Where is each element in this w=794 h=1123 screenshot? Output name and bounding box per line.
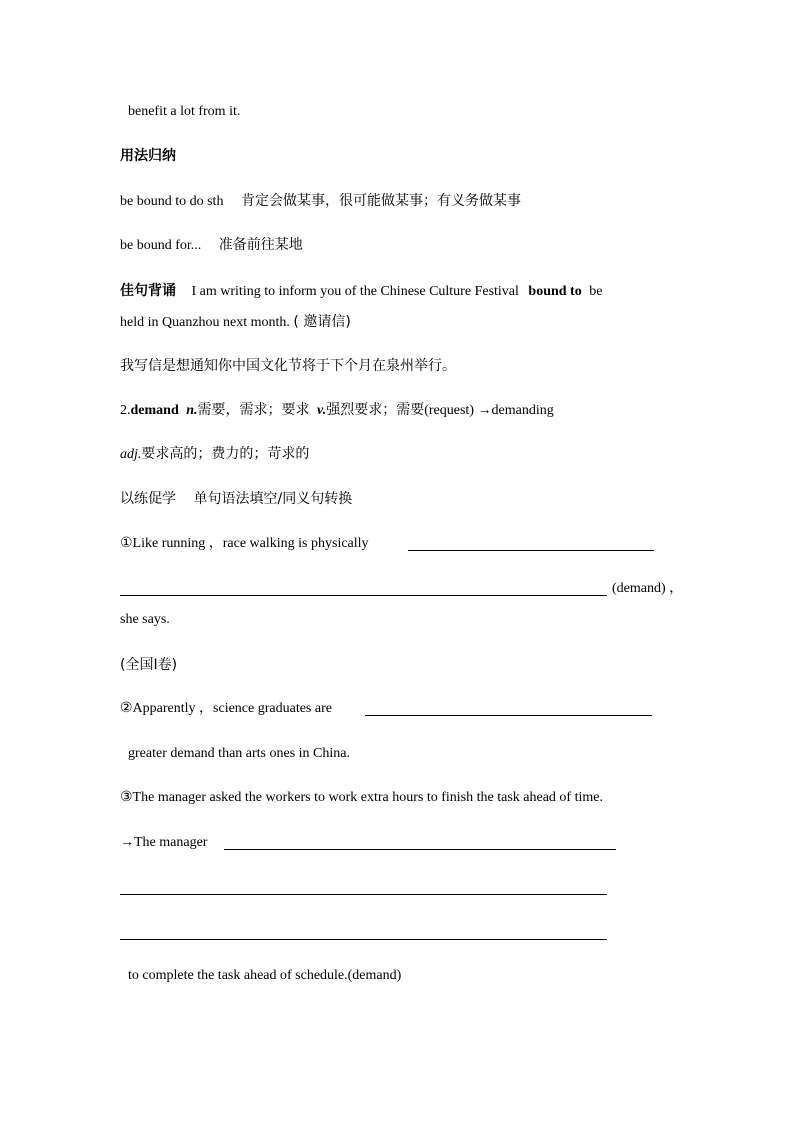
model-sentence-label: 佳句背诵 — [120, 283, 176, 299]
practice-task: 单句语法填空/同义句转换 — [193, 491, 353, 507]
part-of-speech: v. — [317, 403, 327, 418]
question-1-hint: (demand) ， — [612, 581, 684, 596]
answer-blank[interactable] — [120, 939, 607, 940]
derived-word: demanding — [491, 403, 554, 418]
model-sentence-text: I am writing to inform you of the Chinese Culture Festival — [191, 284, 519, 299]
question-2-line-1 — [120, 699, 332, 719]
answer-blank[interactable] — [224, 849, 616, 850]
answer-blank[interactable] — [120, 595, 607, 596]
question-3-line-1: ③The manager asked the workers to work extra hours to finish the task ahead of time. — [120, 790, 603, 805]
part-of-speech: n. — [186, 403, 198, 418]
answer-blank[interactable] — [408, 550, 654, 551]
usage-phrase: be bound for... — [120, 238, 202, 253]
answer-blank[interactable] — [365, 715, 652, 716]
model-sentence-line-2 — [120, 312, 351, 333]
practice-heading — [120, 489, 352, 510]
usage-meaning: 准备前往某地 — [218, 237, 303, 253]
question-2-line-2: greater demand than arts ones in China. — [128, 746, 350, 761]
question-1-source: (全国Ⅰ卷) — [120, 657, 178, 673]
vocab-entry-demand — [120, 400, 554, 421]
model-sentence-line-1 — [120, 281, 602, 302]
entry-word: demand — [130, 403, 179, 418]
model-sentence-text: be — [589, 284, 603, 299]
answer-blank[interactable] — [120, 894, 607, 895]
vocab-entry-demanding — [120, 444, 309, 465]
question-text: ②Apparently ，science graduates are — [120, 701, 332, 716]
model-sentence-translation: 我写信是想通知你中国文化节将于下个月在泉州举行。 — [120, 358, 456, 374]
model-sentence-source: ( 邀请信) — [293, 314, 351, 330]
usage-item-2 — [120, 235, 303, 256]
entry-meaning: 需要，需求；要求 — [197, 402, 310, 418]
synonym: (request) — [424, 403, 474, 418]
text-line — [128, 102, 240, 122]
question-3-line-2 — [120, 833, 207, 853]
practice-label: 以练促学 — [120, 491, 176, 507]
sentence-continuation: benefit a lot from it. — [128, 104, 241, 119]
arrow-icon: → — [477, 403, 492, 418]
section-heading-usage: 用法归纳 — [120, 148, 176, 164]
question-1-line-1 — [120, 534, 369, 554]
question-1-line-3: she says. — [120, 612, 170, 627]
question-3-line-3: to complete the task ahead of schedule.(demand) — [128, 968, 402, 983]
entry-meaning: 要求高的；费力的；苛求的 — [141, 446, 310, 462]
entry-meaning: 强烈要求；需要 — [326, 402, 425, 418]
arrow-icon: → — [120, 835, 134, 850]
model-sentence-keyword: bound to — [528, 284, 582, 299]
model-sentence-text: held in Quanzhou next month. — [120, 315, 290, 330]
usage-item-1 — [120, 191, 521, 212]
usage-meaning: 肯定会做某事，很可能做某事；有义务做某事 — [240, 193, 521, 209]
part-of-speech: adj. — [120, 447, 142, 462]
entry-number: 2. — [120, 403, 131, 418]
question-text: ①Like running ，race walking is physically — [120, 536, 369, 551]
usage-phrase: be bound to do sth — [120, 194, 224, 209]
question-text: The manager — [134, 835, 208, 850]
